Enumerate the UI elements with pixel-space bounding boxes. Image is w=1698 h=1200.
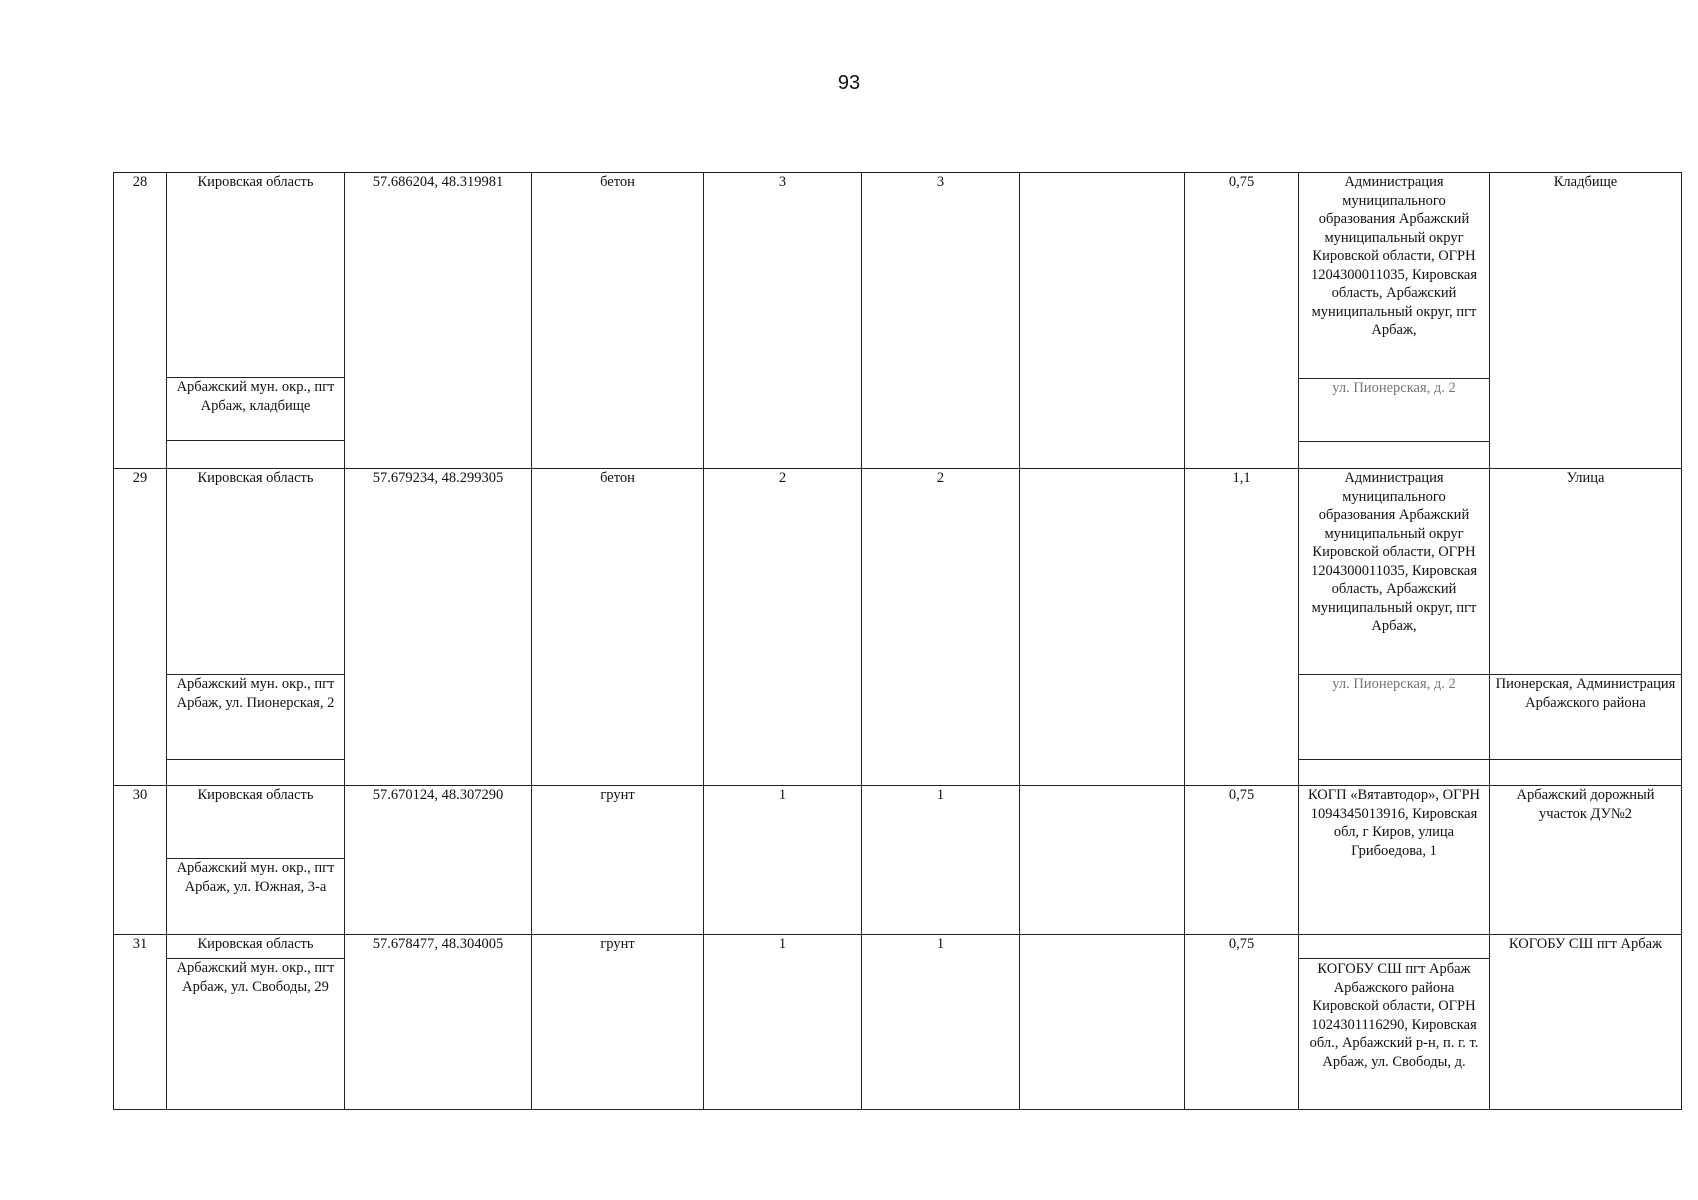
address: Арбажский мун. окр., пгт Арбаж, ул. Южная, 3-а — [176, 860, 335, 895]
coordinates: 57.679234, 48.299305 — [345, 469, 532, 786]
table-row — [114, 469, 1682, 786]
source-main: Арбажский дорожный участок ДУ№2 — [1516, 787, 1655, 822]
coordinates: 57.670124, 48.307290 — [345, 786, 532, 935]
count-a: 1 — [704, 935, 862, 1110]
empty-cell — [1020, 786, 1185, 935]
source-main: Улица — [1490, 469, 1681, 675]
region: Кировская область — [167, 786, 344, 859]
volume: 1,1 — [1185, 469, 1299, 786]
owner-tail: ул. Пионерская, д. 2 — [1299, 675, 1489, 760]
region: Кировская область — [167, 935, 344, 959]
count-a: 3 — [704, 173, 862, 469]
source-main: КОГОБУ СШ пгт Арбаж — [1508, 936, 1663, 952]
source-cell — [1490, 935, 1682, 1110]
owner-tail: ул. Пионерская, д. 2 — [1299, 379, 1489, 442]
owner-main — [1299, 935, 1489, 959]
surface-type: грунт — [532, 935, 704, 1110]
count-b: 2 — [862, 469, 1020, 786]
owner-cell — [1299, 469, 1490, 786]
row-number: 29 — [114, 469, 167, 786]
location-blank — [167, 760, 344, 785]
source-blank — [1490, 760, 1681, 785]
owner-main: Администрация муниципального образования Арбажский муниципальный округ Кировской области, ОГРН 1204300011035, Кировская область, Арбажский муниципальный округ, пгт Арбаж, — [1299, 173, 1489, 379]
page-number: 93 — [837, 72, 861, 94]
source-cell — [1490, 173, 1682, 469]
coordinates: 57.686204, 48.319981 — [345, 173, 532, 469]
source-tail: Пионерская, Администрация Арбажского района — [1490, 675, 1681, 760]
surface-type: бетон — [532, 173, 704, 469]
owner-main: КОГП «Вятавтодор», ОГРН 1094345013916, Кировская обл, г Киров, улица Грибоедова, 1 — [1307, 787, 1481, 859]
location-blank — [167, 441, 344, 468]
owner-cell — [1299, 786, 1490, 935]
location-cell — [167, 935, 345, 1110]
volume: 0,75 — [1185, 786, 1299, 935]
empty-cell — [1020, 173, 1185, 469]
source-cell — [1490, 469, 1682, 786]
count-b: 1 — [862, 786, 1020, 935]
owner-blank — [1299, 760, 1489, 785]
table-row — [114, 173, 1682, 469]
surface-type: бетон — [532, 469, 704, 786]
source-cell — [1490, 786, 1682, 935]
count-a: 2 — [704, 469, 862, 786]
owner-blank — [1299, 442, 1489, 468]
location-cell — [167, 173, 345, 469]
row-number: 30 — [114, 786, 167, 935]
owner-cell — [1299, 935, 1490, 1110]
volume: 0,75 — [1185, 935, 1299, 1110]
address: Арбажский мун. окр., пгт Арбаж, ул. Свободы, 29 — [176, 960, 335, 995]
address: Арбажский мун. окр., пгт Арбаж, кладбище — [167, 378, 344, 441]
address: Арбажский мун. окр., пгт Арбаж, ул. Пионерская, 2 — [167, 675, 344, 760]
count-a: 1 — [704, 786, 862, 935]
registry-table — [113, 172, 1682, 1110]
location-cell — [167, 786, 345, 935]
surface-type: грунт — [532, 786, 704, 935]
row-number: 31 — [114, 935, 167, 1110]
table-row — [114, 935, 1682, 1110]
row-number: 28 — [114, 173, 167, 469]
location-cell — [167, 469, 345, 786]
source-main: Кладбище — [1553, 174, 1618, 190]
empty-cell — [1020, 935, 1185, 1110]
coordinates: 57.678477, 48.304005 — [345, 935, 532, 1110]
owner-cell — [1299, 173, 1490, 469]
volume: 0,75 — [1185, 173, 1299, 469]
table-row — [114, 786, 1682, 935]
region: Кировская область — [167, 173, 344, 378]
region: Кировская область — [167, 469, 344, 675]
count-b: 3 — [862, 173, 1020, 469]
empty-cell — [1020, 469, 1185, 786]
owner-main: Администрация муниципального образования Арбажский муниципальный округ Кировской области, ОГРН 1204300011035, Кировская область, Арбажский муниципальный округ, пгт Арбаж, — [1299, 469, 1489, 675]
owner-tail: КОГОБУ СШ пгт Арбаж Арбажского района Кировской области, ОГРН 1024301116290, Кировская обл., Арбажский р-н, п. г. т. Арбаж, ул. Свободы, д. — [1309, 961, 1479, 1070]
count-b: 1 — [862, 935, 1020, 1110]
